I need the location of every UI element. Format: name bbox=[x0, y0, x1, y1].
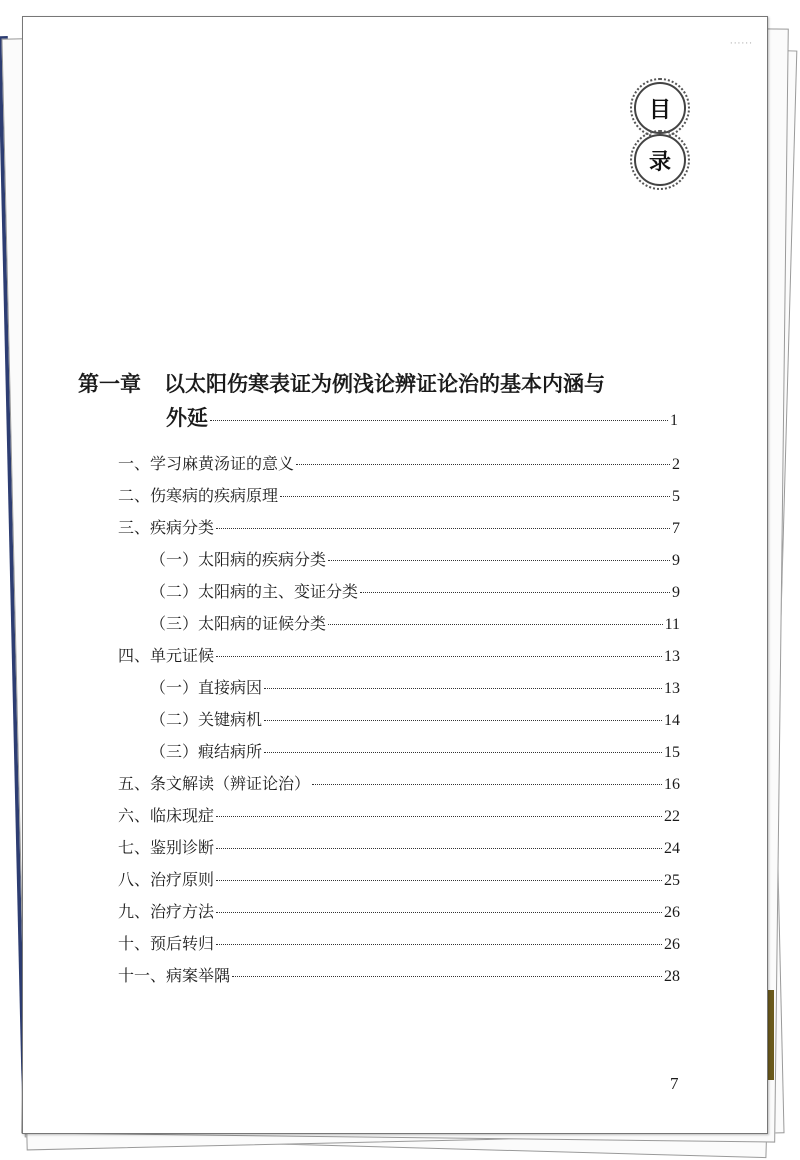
dot-leader bbox=[216, 848, 662, 849]
toc-entry[interactable] bbox=[118, 864, 680, 896]
chapter-heading bbox=[78, 368, 678, 430]
toc-entry-label: 九、治疗方法 bbox=[118, 902, 215, 921]
toc-entry-page: 15 bbox=[664, 744, 680, 761]
dot-leader bbox=[216, 912, 662, 913]
toc-entry-page: 28 bbox=[664, 968, 680, 985]
toc-entry[interactable] bbox=[118, 928, 680, 960]
toc-entry-page: 22 bbox=[664, 808, 680, 825]
dot-leader bbox=[264, 720, 662, 721]
toc-entry-page: 14 bbox=[664, 712, 680, 729]
dot-leader bbox=[360, 592, 670, 593]
toc-entry-page: 5 bbox=[672, 488, 680, 505]
toc-entry[interactable] bbox=[118, 448, 680, 480]
dot-leader bbox=[328, 624, 663, 625]
toc-entry[interactable] bbox=[118, 960, 680, 992]
toc-entry-page: 11 bbox=[664, 616, 680, 633]
dot-leader bbox=[280, 496, 670, 497]
toc-entry[interactable] bbox=[118, 832, 680, 864]
toc-entry[interactable] bbox=[118, 896, 680, 928]
toc-entry-label: （三）瘕结病所 bbox=[150, 742, 263, 761]
toc-entry[interactable] bbox=[118, 640, 680, 672]
toc-subentry[interactable] bbox=[150, 672, 680, 704]
corner-mark: ······ bbox=[729, 39, 753, 49]
toc-entry-page: 9 bbox=[672, 584, 680, 601]
dot-leader bbox=[216, 528, 670, 529]
toc-entry-page: 13 bbox=[664, 680, 680, 697]
dot-leader bbox=[210, 420, 668, 421]
chapter-title-text: 以太阳伤寒表证为例浅论辨证论治的基本内涵与 bbox=[164, 371, 605, 396]
toc-entry-label: 八、治疗原则 bbox=[118, 870, 215, 889]
badge-char-lu: 录 bbox=[648, 148, 671, 175]
dot-leader bbox=[264, 752, 662, 753]
toc-entry-page: 24 bbox=[664, 840, 680, 857]
dot-leader bbox=[296, 464, 670, 465]
toc-entry-label: （一）太阳病的疾病分类 bbox=[150, 550, 327, 569]
chapter-title-continuation: 外延 bbox=[166, 405, 208, 430]
toc-entry-page: 2 bbox=[672, 456, 680, 473]
dot-leader bbox=[216, 944, 662, 945]
toc-entry-page: 26 bbox=[664, 904, 680, 921]
toc-subentry[interactable] bbox=[150, 736, 680, 768]
toc-subentry[interactable] bbox=[150, 704, 680, 736]
toc-entry[interactable] bbox=[118, 768, 680, 800]
toc-badge-lu bbox=[634, 134, 686, 186]
dot-leader bbox=[232, 976, 662, 977]
toc-entry-label: 六、临床现症 bbox=[118, 806, 215, 825]
toc-entry-label: （一）直接病因 bbox=[150, 678, 263, 697]
dot-leader bbox=[312, 784, 662, 785]
toc-entry-page: 13 bbox=[664, 648, 680, 665]
toc-subentry[interactable] bbox=[150, 576, 680, 608]
toc-entry-label: 二、伤寒病的疾病原理 bbox=[118, 486, 279, 505]
dot-leader bbox=[216, 880, 662, 881]
badge-char-mu: 目 bbox=[648, 96, 671, 123]
toc-entry-label: 七、鉴别诊断 bbox=[118, 838, 215, 857]
toc-entry[interactable] bbox=[118, 800, 680, 832]
toc-entry-page: 16 bbox=[664, 776, 680, 793]
toc-entry-label: （二）关键病机 bbox=[150, 710, 263, 729]
toc-entry-label: 五、条文解读（辨证论治） bbox=[118, 774, 311, 793]
chapter-title-line1 bbox=[78, 368, 678, 400]
toc-subentry[interactable] bbox=[150, 608, 680, 640]
toc-entry-label: （二）太阳病的主、变证分类 bbox=[150, 582, 359, 601]
page-number: 7 bbox=[670, 1074, 679, 1093]
toc-entry-label: 四、单元证候 bbox=[118, 646, 215, 665]
chapter-title-line2[interactable] bbox=[166, 402, 678, 437]
toc-entry-label: 十一、病案举隅 bbox=[118, 966, 231, 985]
chapter-page-number: 1 bbox=[670, 412, 678, 429]
toc-entry-label: 一、学习麻黄汤证的意义 bbox=[118, 454, 295, 473]
toc-entry[interactable] bbox=[118, 512, 680, 544]
chapter-number: 第一章 bbox=[78, 371, 141, 396]
dot-leader bbox=[264, 688, 662, 689]
dot-leader bbox=[216, 816, 662, 817]
toc-badge-mu bbox=[634, 82, 686, 134]
toc-entry-label: 十、预后转归 bbox=[118, 934, 215, 953]
dot-leader bbox=[216, 656, 662, 657]
toc-entry[interactable] bbox=[118, 480, 680, 512]
toc-entry-page: 9 bbox=[672, 552, 680, 569]
toc-entry-page: 25 bbox=[664, 872, 680, 889]
toc-entry-page: 7 bbox=[672, 520, 680, 537]
dot-leader bbox=[328, 560, 670, 561]
toc-subentry[interactable] bbox=[150, 544, 680, 576]
toc-entry-label: 三、疾病分类 bbox=[118, 518, 215, 537]
toc-entry-label: （三）太阳病的证候分类 bbox=[150, 614, 327, 633]
toc-entry-page: 26 bbox=[664, 936, 680, 953]
